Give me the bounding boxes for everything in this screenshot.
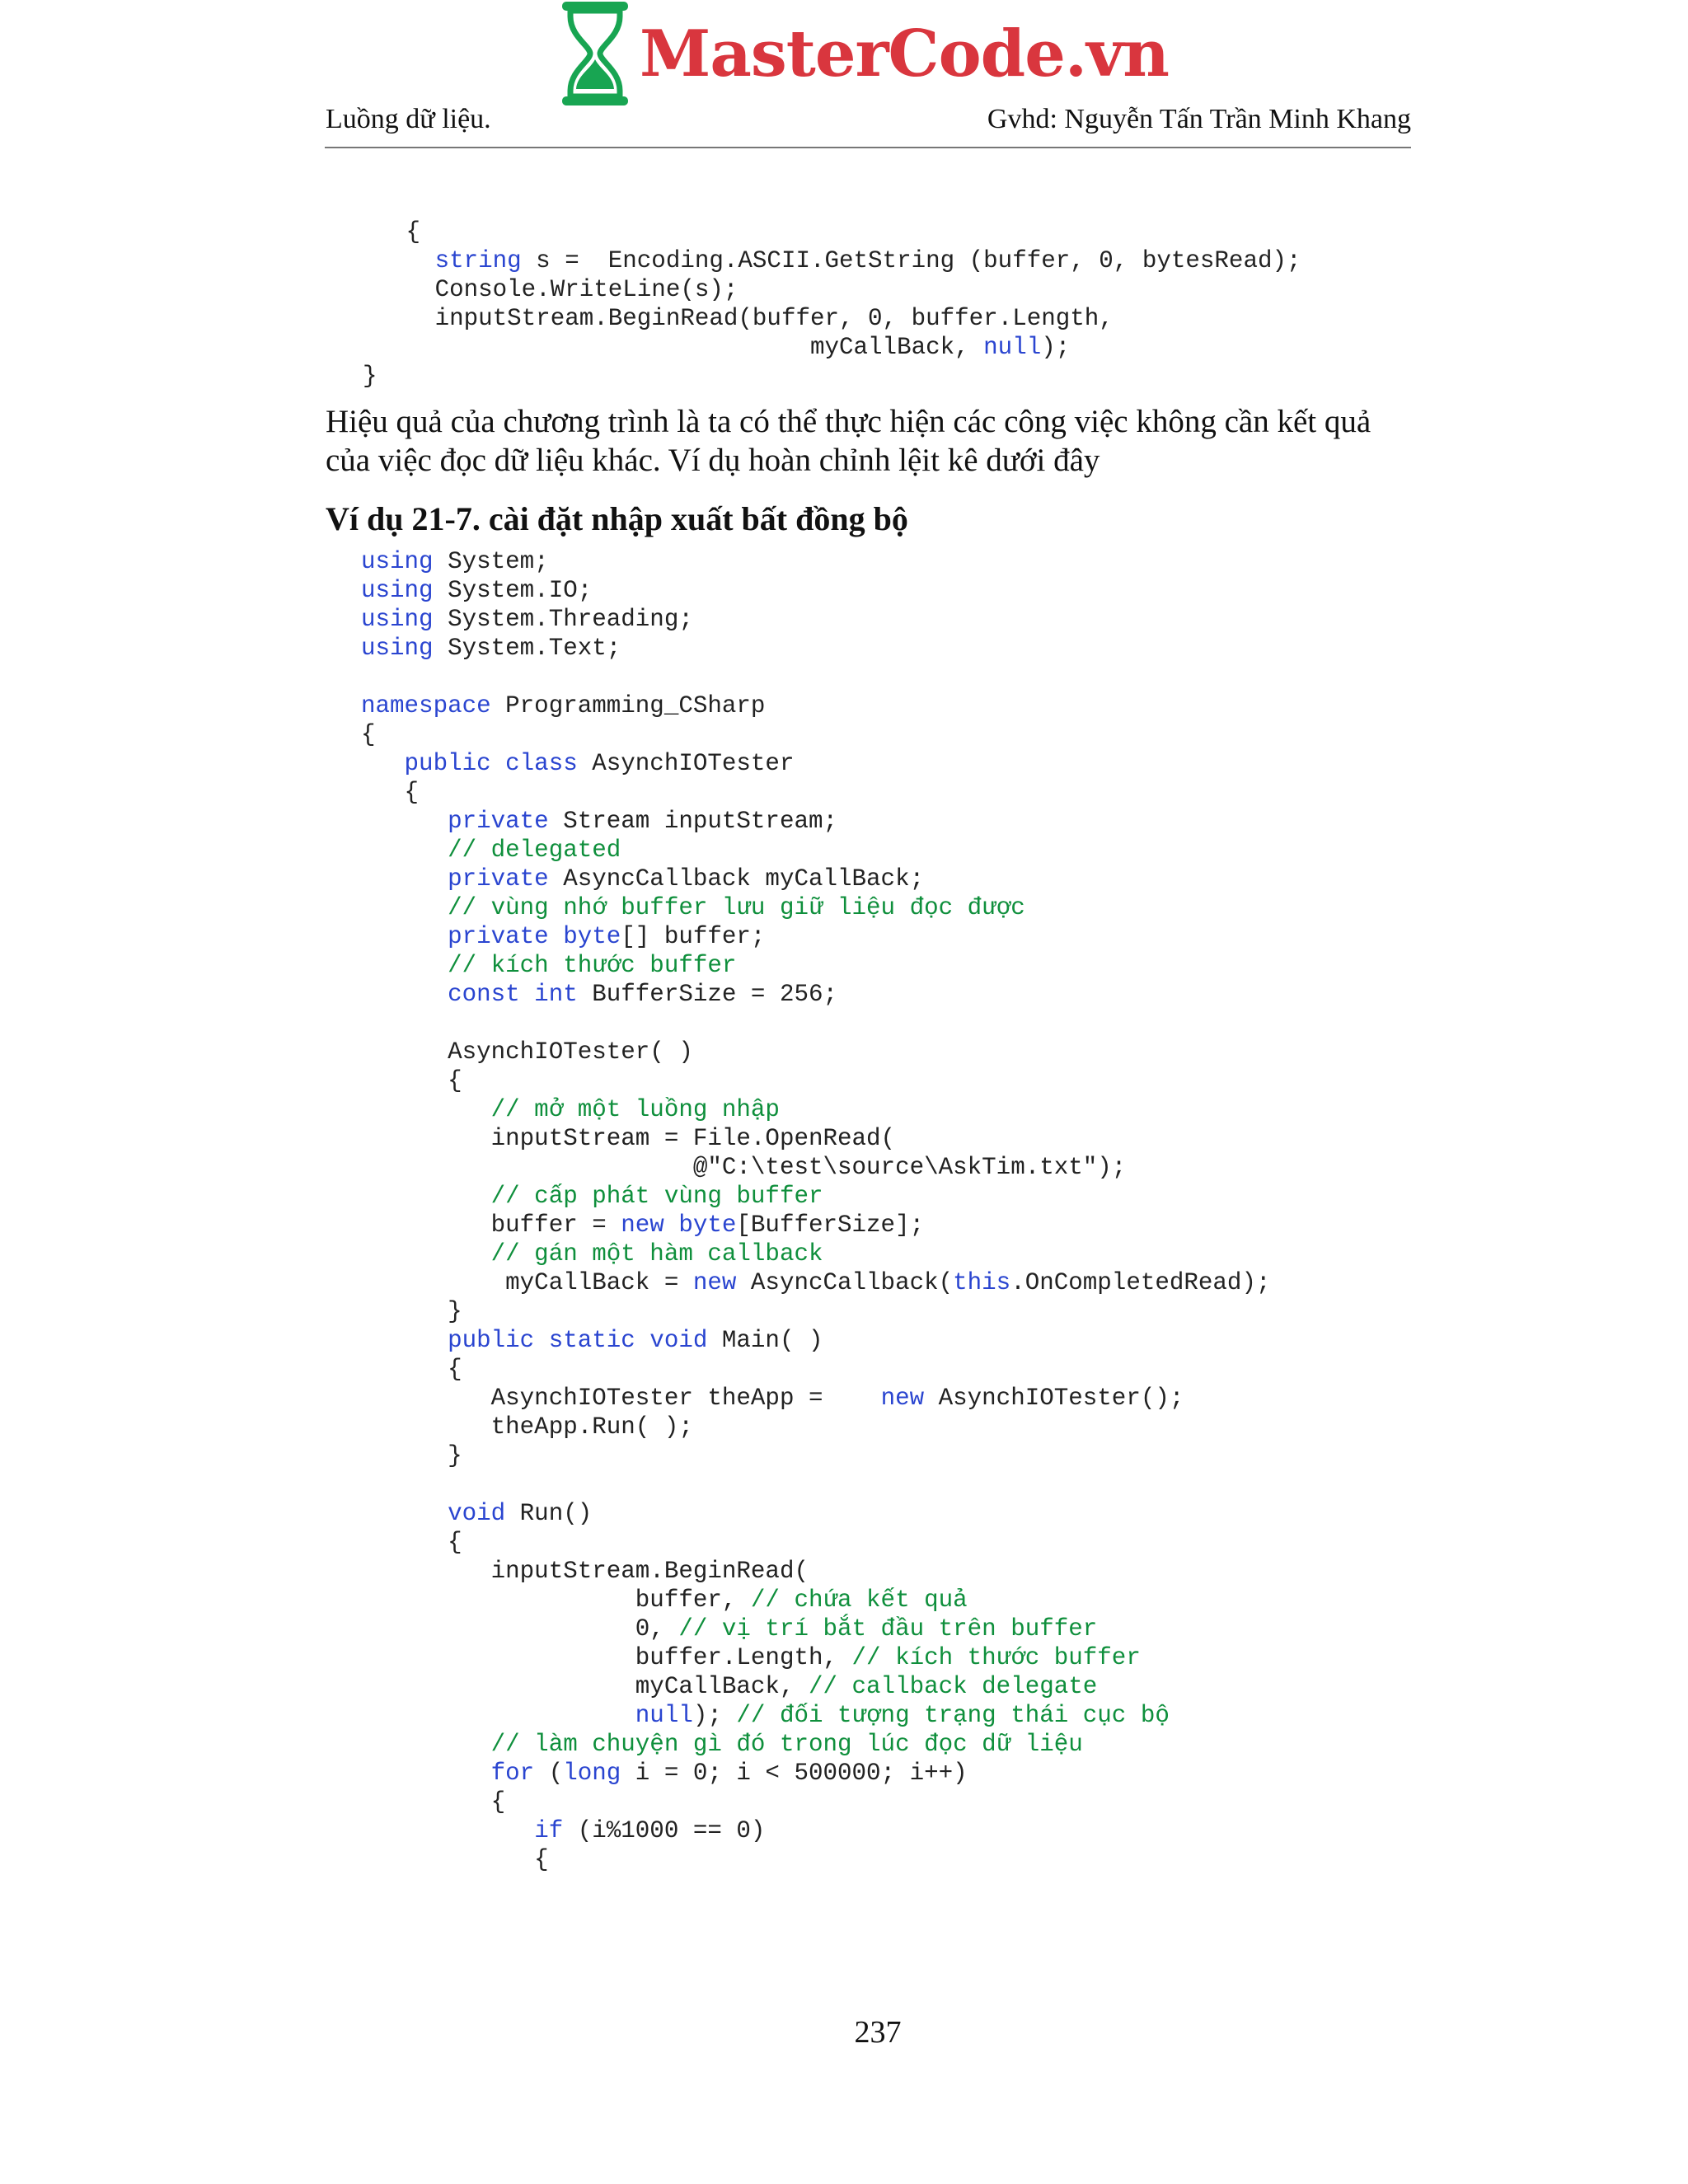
code-comment: // chứa kết quả: [750, 1586, 968, 1614]
code-keyword: new: [692, 1269, 737, 1296]
code-comment: // đối tượng trạng thái cục bộ: [736, 1702, 1170, 1729]
code-text: System.Text;: [433, 635, 621, 662]
code-text: Programming_CSharp: [490, 692, 766, 719]
code-comment: // mở một luồng nhập: [490, 1096, 780, 1123]
code-line: [361, 576, 1270, 605]
code-line: [361, 1499, 1270, 1528]
code-text: inputStream.BeginRead(buffer, 0, buffer.Length,: [363, 305, 1114, 332]
code-text: inputStream.BeginRead(: [361, 1558, 809, 1585]
code-text: [361, 1240, 491, 1268]
code-text: [361, 1500, 448, 1527]
code-text: AsynchIOTester: [577, 750, 795, 777]
code-text: AsyncCallback myCallBack;: [548, 865, 925, 893]
chapter-title: Luồng dữ liệu.: [326, 104, 491, 134]
code-text: AsynchIOTester();: [924, 1385, 1184, 1412]
code-text: [361, 1327, 448, 1354]
code-line: [361, 807, 1270, 836]
code-keyword: using: [361, 577, 434, 604]
code-text: {: [363, 218, 421, 246]
page-number: 237: [854, 2015, 902, 2050]
code-text: [361, 1096, 491, 1123]
code-line: [361, 1816, 1270, 1845]
code-line: [361, 778, 1270, 807]
code-line: [361, 1153, 1270, 1182]
code-keyword: null: [635, 1702, 693, 1729]
code-line: [361, 1788, 1270, 1816]
code-line: [361, 1297, 1270, 1326]
code-line: [361, 980, 1270, 1009]
code-line: [361, 893, 1270, 922]
code-text: [361, 1760, 491, 1787]
code-text: Run(): [505, 1500, 593, 1527]
code-text: [361, 837, 448, 864]
code-text: {: [361, 721, 376, 748]
code-line: [361, 1095, 1270, 1124]
code-keyword: using: [361, 606, 434, 633]
code-listing: [361, 547, 1270, 1874]
code-line: [361, 1845, 1270, 1874]
code-keyword: namespace: [361, 692, 491, 719]
code-line: [361, 1268, 1270, 1297]
code-text: (i%1000 == 0): [563, 1817, 766, 1844]
code-text: myCallBack,: [361, 1673, 809, 1700]
mastercode-logo: [557, 0, 1170, 109]
code-line: [361, 1240, 1270, 1268]
code-text: AsynchIOTester theApp =: [361, 1385, 881, 1412]
code-line: [363, 333, 1301, 362]
code-text: }: [361, 1298, 462, 1325]
code-line: [361, 1384, 1270, 1413]
instructor-name: Gvhd: Nguyễn Tấn Trần Minh Khang: [987, 104, 1411, 134]
code-keyword: new byte: [621, 1212, 737, 1239]
code-line: [361, 749, 1270, 778]
code-line: [361, 547, 1270, 576]
code-text: );: [692, 1702, 737, 1729]
body-paragraph: [326, 402, 1479, 480]
code-text: theApp.Run( );: [361, 1413, 693, 1441]
logo-wordmark: MasterCode.vn: [640, 16, 1170, 91]
code-line: [361, 1615, 1270, 1643]
code-comment: // cấp phát vùng buffer: [490, 1183, 823, 1210]
code-text: System.IO;: [433, 577, 593, 604]
code-line: [361, 1326, 1270, 1355]
code-text: @"C:\test\source\AskTim.txt");: [361, 1154, 1127, 1181]
code-line: [361, 1759, 1270, 1788]
code-keyword: private: [448, 808, 549, 835]
code-keyword: using: [361, 548, 434, 575]
code-line: [361, 951, 1270, 980]
code-keyword: this: [953, 1269, 1011, 1296]
code-keyword: null: [983, 334, 1042, 361]
code-keyword: private: [448, 923, 549, 950]
code-comment: // delegated: [448, 837, 621, 864]
code-keyword: for: [490, 1760, 535, 1787]
code-comment: // vùng nhớ buffer lưu giữ liệu đọc được: [448, 894, 1025, 921]
code-text: [361, 750, 405, 777]
code-line: [361, 691, 1270, 720]
code-text: [361, 981, 448, 1008]
code-text: AsyncCallback(: [736, 1269, 954, 1296]
code-text: {: [361, 1067, 462, 1094]
code-line: [361, 1413, 1270, 1441]
code-comment: // gán một hàm callback: [490, 1240, 823, 1268]
code-text: [BufferSize];: [736, 1212, 925, 1239]
code-line: [363, 304, 1301, 333]
code-text: {: [361, 1356, 462, 1383]
code-line: [361, 1528, 1270, 1557]
code-line: [361, 1124, 1270, 1153]
code-line: [361, 1672, 1270, 1701]
header-divider: [325, 147, 1411, 148]
code-keyword: new: [880, 1385, 925, 1412]
code-text: buffer.Length,: [361, 1644, 852, 1671]
code-text: [363, 247, 435, 274]
code-keyword: string: [434, 247, 522, 274]
code-line: [361, 1730, 1270, 1759]
code-text: BufferSize = 256;: [577, 981, 838, 1008]
code-text: [361, 1817, 534, 1844]
code-text: {: [361, 1788, 506, 1816]
code-text: Stream inputStream;: [548, 808, 838, 835]
code-text: {: [361, 779, 420, 806]
hourglass-icon: [557, 0, 640, 109]
code-text: buffer =: [361, 1212, 621, 1239]
code-line: [361, 1470, 1270, 1499]
code-text: myCallBack =: [361, 1269, 693, 1296]
code-line: [361, 1586, 1270, 1615]
code-text: 0,: [361, 1615, 679, 1643]
code-keyword: using: [361, 635, 434, 662]
example-heading: Ví dụ 21-7. cài đặt nhập xuất bất đồng bộ: [326, 500, 908, 537]
code-text: [361, 808, 448, 835]
code-line: [363, 218, 1301, 246]
code-line: [361, 605, 1270, 634]
code-keyword: void: [448, 1500, 506, 1527]
code-text: System;: [433, 548, 549, 575]
paragraph-line: Hiệu quả của chương trình là ta có thể thực hiện các công việc không cần kết quả: [326, 404, 1372, 439]
code-line: [361, 1441, 1270, 1470]
code-text: s = Encoding.ASCII.GetString (buffer, 0, bytesRead);: [521, 247, 1301, 274]
code-text: [] buffer;: [621, 923, 766, 950]
code-text: {: [361, 1846, 549, 1873]
code-comment: // kích thước buffer: [851, 1644, 1141, 1671]
code-line: [363, 246, 1301, 275]
code-text: i = 0; i < 500000; i++): [621, 1760, 968, 1787]
code-comment: // làm chuyện gì đó trong lúc đọc dữ liệu: [490, 1731, 1083, 1758]
code-text: (: [534, 1760, 564, 1787]
code-line: [361, 1557, 1270, 1586]
code-text: [361, 1731, 491, 1758]
code-comment: // kích thước buffer: [448, 952, 737, 979]
code-comment: // vị trí bắt đầu trên buffer: [678, 1615, 1098, 1643]
code-text: buffer,: [361, 1586, 751, 1614]
code-line: [361, 1211, 1270, 1240]
code-text: [361, 1183, 491, 1210]
code-text: }: [363, 363, 377, 390]
code-text: System.Threading;: [433, 606, 693, 633]
code-line: [361, 634, 1270, 663]
code-snippet-top: [363, 218, 1301, 391]
code-line: [361, 836, 1270, 865]
code-line: [361, 1643, 1270, 1672]
code-line: [363, 362, 1301, 391]
code-text: .OnCompletedRead);: [1010, 1269, 1271, 1296]
code-text: AsynchIOTester( ): [361, 1038, 693, 1066]
code-text: myCallBack,: [363, 334, 984, 361]
code-text: {: [361, 1529, 462, 1556]
code-text: [361, 865, 448, 893]
code-line: [361, 720, 1270, 749]
code-line: [361, 865, 1270, 893]
code-line: [363, 275, 1301, 304]
code-line: [361, 1701, 1270, 1730]
code-keyword: public class: [404, 750, 578, 777]
code-text: [361, 1702, 635, 1729]
code-text: }: [361, 1442, 462, 1469]
code-text: [361, 952, 448, 979]
code-line: [361, 1355, 1270, 1384]
code-keyword: if: [534, 1817, 564, 1844]
code-keyword: private: [448, 865, 549, 893]
code-line: [361, 1009, 1270, 1038]
code-line: [361, 1066, 1270, 1095]
code-text: inputStream = File.OpenRead(: [361, 1125, 896, 1152]
code-line: [361, 663, 1270, 691]
code-text: );: [1041, 334, 1071, 361]
code-text: [361, 894, 448, 921]
code-text: Console.WriteLine(s);: [363, 276, 738, 303]
code-comment: // callback delegate: [808, 1673, 1098, 1700]
code-line: [361, 1182, 1270, 1211]
code-text: [549, 923, 564, 950]
code-keyword: const int: [448, 981, 578, 1008]
code-keyword: byte: [563, 923, 621, 950]
code-line: [361, 922, 1270, 951]
code-keyword: long: [563, 1760, 621, 1787]
paragraph-line: của việc đọc dữ liệu khác. Ví dụ hoàn chỉnh lệit kê dưới đây: [326, 443, 1100, 478]
code-text: Main( ): [707, 1327, 823, 1354]
code-keyword: public static void: [448, 1327, 708, 1354]
code-text: [361, 923, 448, 950]
code-line: [361, 1038, 1270, 1066]
